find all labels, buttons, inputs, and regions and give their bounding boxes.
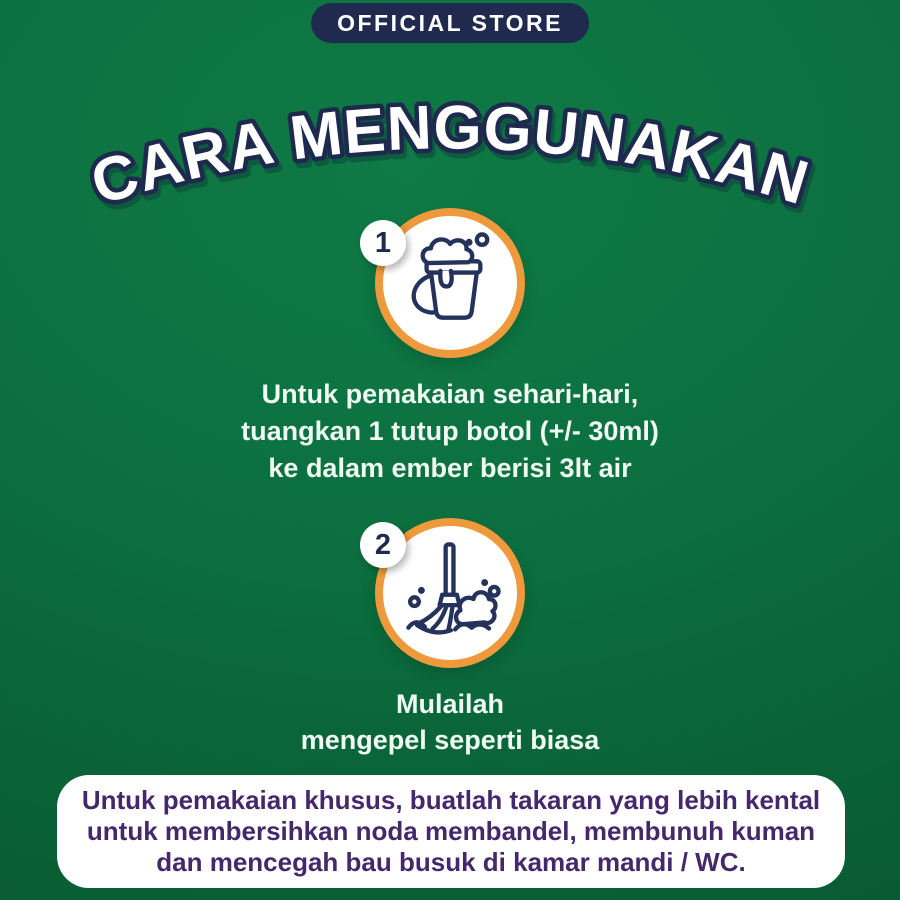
step-1-number-badge [360, 220, 406, 266]
footnote-line-2: untuk membersihkan noda membandel, membunuh kuman [86, 816, 816, 846]
step-1-number: 1 [374, 226, 392, 259]
page-title: CARA MENGGUNAKAN [83, 93, 817, 219]
footnote-line-3: dan mencegah bau busuk di kamar mandi / WC. [156, 847, 746, 877]
step-2-line-1: Mulailah [395, 689, 504, 719]
mop-icon [398, 541, 502, 645]
step-1-line-2: tuangkan 1 tutup botol (+/- 30ml) [241, 416, 659, 446]
step-2-caption [0, 686, 900, 758]
official-store-label: OFFICIAL STORE [337, 9, 563, 36]
step-1-caption [0, 376, 900, 487]
step-2-number-badge [360, 522, 406, 568]
step-1-line-3: ke dalam ember berisi 3lt air [268, 453, 632, 483]
bucket-suds-icon [398, 231, 502, 335]
step-2-line-2: mengepel seperti biasa [300, 725, 600, 755]
step-2-number: 2 [374, 528, 392, 561]
step-1-line-1: Untuk pemakaian sehari-hari, [261, 379, 639, 409]
footnote-line-1: Untuk pemakaian khusus, buatlah takaran yang lebih kental [81, 785, 821, 815]
special-usage-note [57, 775, 845, 888]
